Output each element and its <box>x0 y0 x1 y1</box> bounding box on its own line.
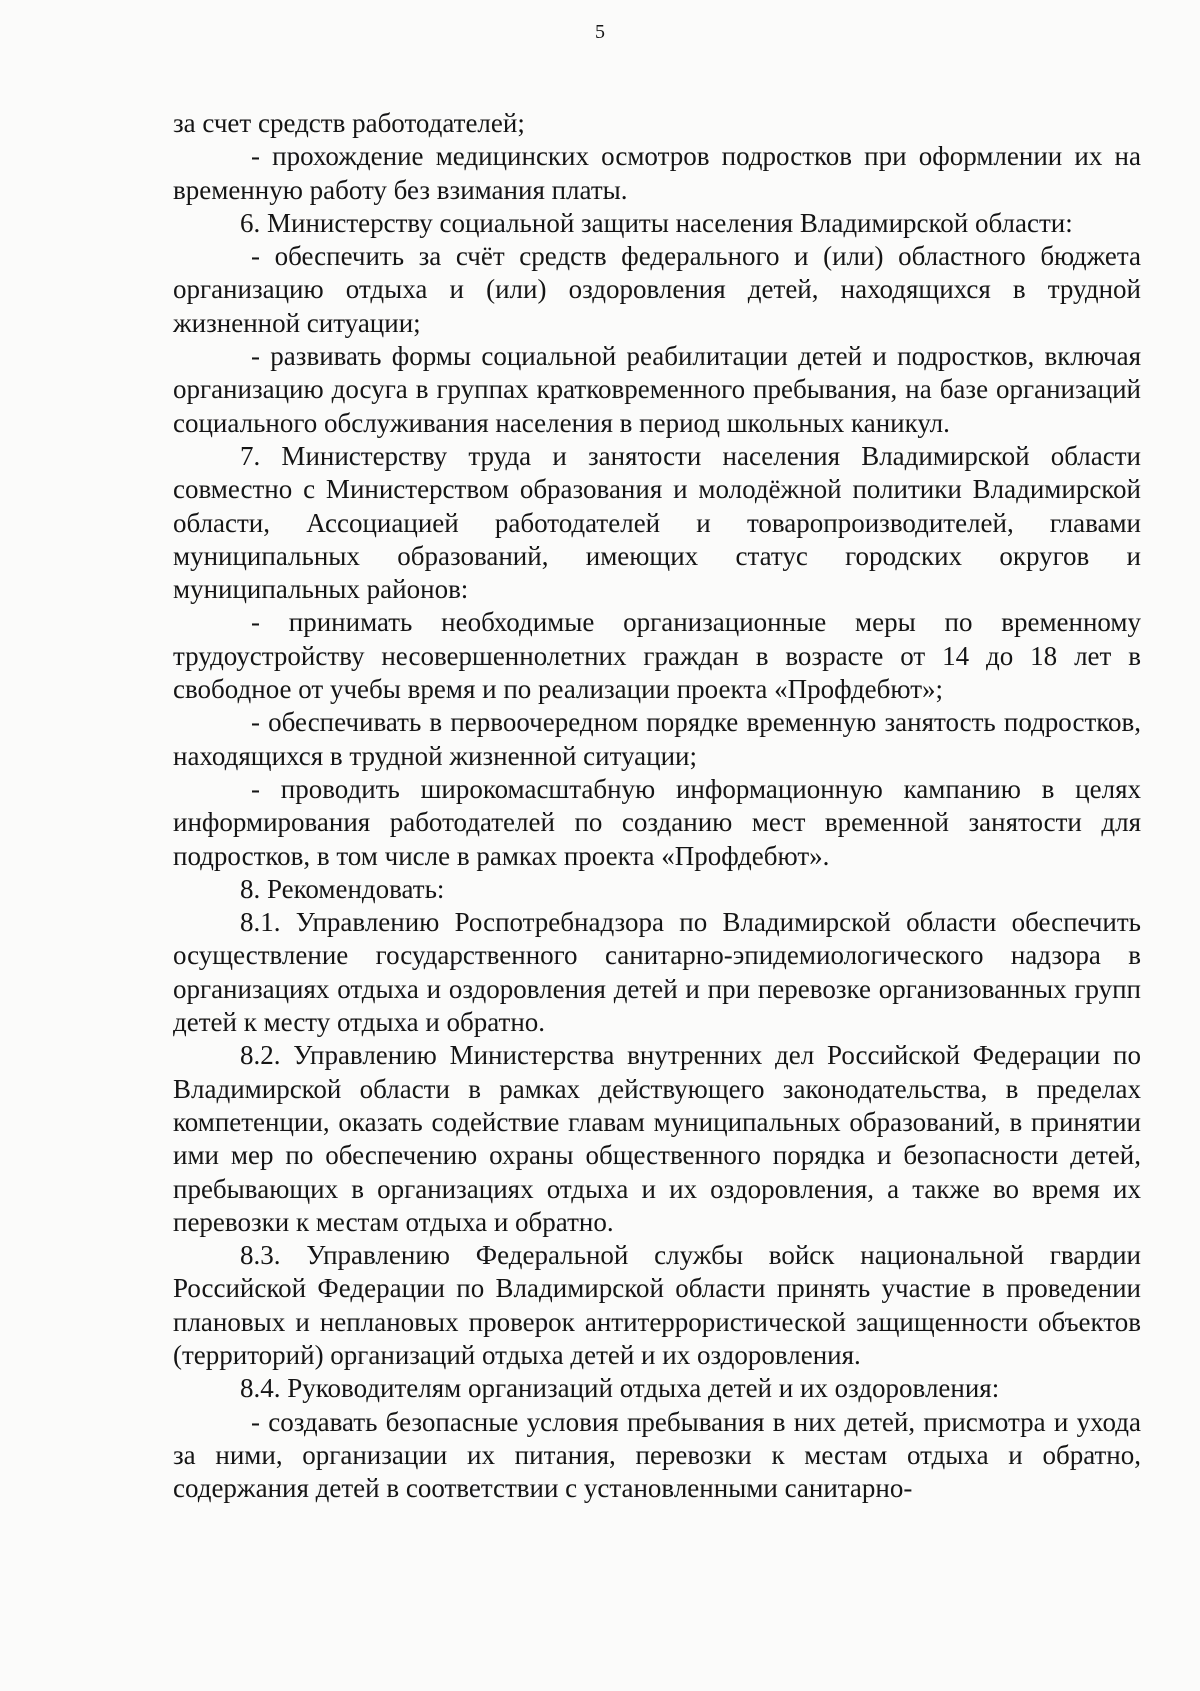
paragraph: - принимать необходимые организационные меры по временному трудоустройству несовершеннолетних граждан в возрасте от 14 до 18 лет в свободное от учебы время и по реализации проекта «Профдебют»; <box>173 607 1141 705</box>
paragraph: - обеспечивать в первоочередном порядке временную занятость подростков, находящихся в трудной жизненной ситуации; <box>173 707 1141 771</box>
paragraph: 8.4. Руководителям организаций отдыха детей и их оздоровления: <box>240 1373 1000 1404</box>
paragraph: - создавать безопасные условия пребывания в них детей, присмотра и ухода за ними, организации их питания, перевозки к местам отдыха и обратно, содержания детей в соответствии с установленными санитарно- <box>173 1406 1141 1504</box>
paragraph: 8.1. Управлению Роспотребнадзора по Владимирской области обеспечить осуществление государственного санитарно-эпидемиологического надзора в организациях отдыха и оздоровления детей и при перевозке организованных групп детей к месту отдыха и обратно. <box>173 907 1141 1038</box>
paragraph: - проводить широкомасштабную информационную кампанию в целях информирования работодателей по созданию мест временной занятости для подростков, в том числе в рамках проекта «Профдебют». <box>173 773 1141 871</box>
paragraph: 8.3. Управлению Федеральной службы войск национальной гвардии Российской Федерации по Владимирской области принять участие в проведении плановых и неплановых проверок антитеррористической защищенности объектов (территорий) организаций отдыха детей и их оздоровления. <box>173 1240 1141 1370</box>
paragraph: 6. Министерству социальной защиты населения Владимирской области: <box>240 207 1073 238</box>
document-body <box>173 107 1141 1505</box>
paragraph: - прохождение медицинских осмотров подростков при оформлении их на временную работу без взимания платы. <box>173 141 1141 205</box>
paragraph: 8. Рекомендовать: <box>240 873 445 904</box>
paragraph: - обеспечить за счёт средств федерального и (или) областного бюджета организацию отдыха и (или) оздоровления детей, находящихся в трудной жизненной ситуации; <box>173 241 1141 338</box>
paragraph: 7. Министерству труда и занятости населения Владимирской области совместно с Министерством образования и молодёжной политики Владимирской области, Ассоциацией работодателей и товаропроизводителей, главами муниципальных образований, имеющих статус городских округов и муниципальных районов: <box>173 440 1141 605</box>
paragraph: - развивать формы социальной реабилитации детей и подростков, включая организацию досуга в группах кратковременного пребывания, на базе организаций социального обслуживания населения в период школьных каникул. <box>173 341 1141 438</box>
page-number: 5 <box>595 21 605 43</box>
paragraph: 8.2. Управлению Министерства внутренних дел Российской Федерации по Владимирской области в рамках действующего законодательства, в пределах компетенции, оказать содействие главам муниципальных образований, в принятии ими мер по обеспечению охраны общественного порядка и безопасности детей, пребывающих в организациях отдыха и их оздоровления, а также во время их перевозки к местам отдыха и обратно. <box>173 1040 1141 1237</box>
paragraph: за счет средств работодателей; <box>173 108 525 138</box>
